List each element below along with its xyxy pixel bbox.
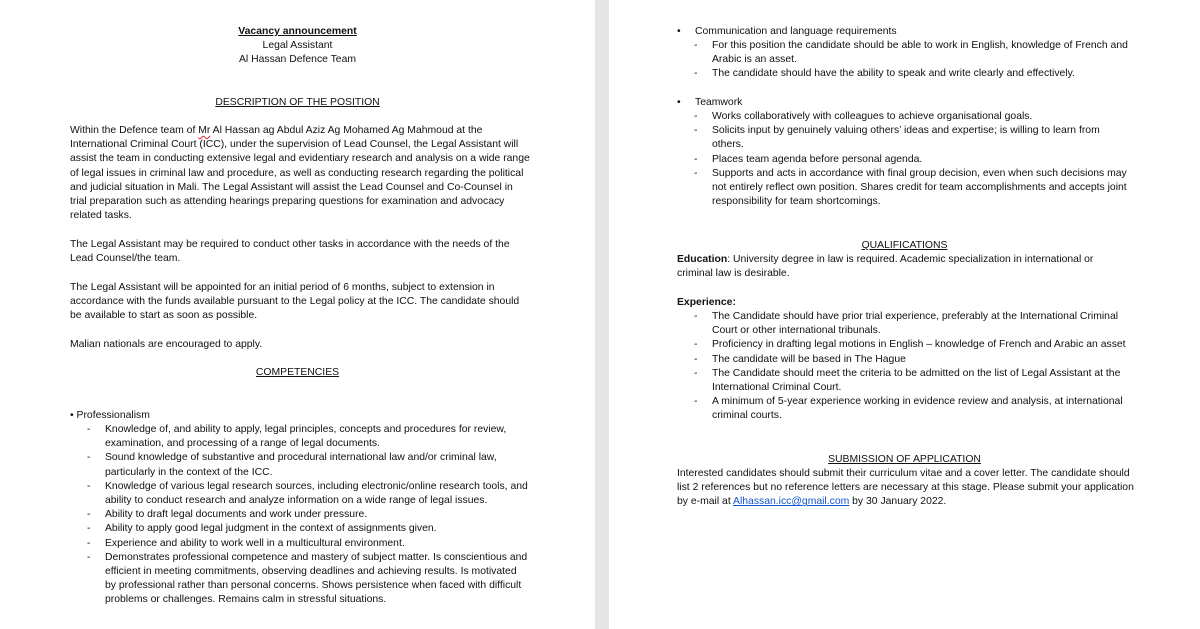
list-item: - The candidate should have the ability to speak and write clearly and effectively. [677, 67, 1132, 81]
description-p1-rest: Al Hassan ag Abdul Aziz Ag Mohamed Ag Mahmoud at the International Criminal Court (ICC), under the supervision of Lead Counsel, the Legal Assistant will assist the team in conducting extensive legal and evidentiary research and analysis on a wide range of legal issues in criminal law and procedure, as well as conducting research regarding the political and judicial situation in Mali. The Legal Assistant will assist the Lead Counsel and Co-Counsel in trial preparation such as attending hearings preparing questions for examination and advocacy related tasks. [70, 125, 530, 222]
bullet-icon: • [677, 97, 681, 108]
team-name: Al Hassan Defence Team [238, 54, 357, 65]
list-item: - The candidate will be based in The Hague [677, 353, 1132, 367]
list-item: - Places team agenda before personal agenda. [677, 153, 1132, 167]
submission-paragraph [677, 467, 1142, 510]
vacancy-title: Vacancy announcement [238, 26, 357, 37]
list-item: - Proficiency in drafting legal motions in English – knowledge of French and Arabic an asset [677, 338, 1132, 352]
submission-suffix: by 30 January 2022. [849, 496, 947, 508]
education-label: Education [677, 254, 728, 265]
list-item: - Works collaboratively with colleagues to achieve organisational goals. [677, 110, 1132, 124]
submission-text: Interested candidates should submit their curriculum vitae and a cover letter. The candidate should list 2 references but no reference letters are necessary at this stage. Please submit your application by e-mail at [677, 468, 1134, 508]
list-item: - Ability to draft legal documents and work under pressure. [70, 508, 530, 522]
list-item: - Sound knowledge of substantive and procedural international law and/or criminal law, particularly in the context of the ICC. [70, 451, 530, 479]
list-item: - Knowledge of various legal research sources, including electronic/online research tools, and ability to conduct research and analyze information on a wide range of legal issues. [70, 480, 530, 508]
list-item: - Experience and ability to work well in a multicultural environment. [70, 537, 530, 551]
description-paragraph-1 [70, 124, 530, 223]
education-text: : University degree in law is required. Academic specialization in international or criminal law is desirable. [677, 254, 1094, 280]
list-item: - Solicits input by genuinely valuing others’ ideas and expertise; is willing to learn from others. [677, 124, 1132, 152]
list-item: - A minimum of 5-year experience working in evidence review and analysis, at international criminal courts. [677, 395, 1132, 423]
spellcheck-word: Mr [198, 125, 211, 136]
competencies-heading: COMPETENCIES [255, 367, 340, 378]
teamwork-heading [677, 96, 742, 110]
left-page [0, 0, 595, 629]
email-link[interactable]: Alhassan.icc@gmail.com [733, 496, 850, 508]
page-gap [595, 0, 609, 629]
teamwork-list [677, 110, 1132, 209]
description-p1-prefix: Within the Defence team of [70, 125, 199, 136]
list-item: - Supports and acts in accordance with final group decision, even when such decisions may not entirely reflect own position. Shares credit for team accomplishments and accepts joint responsibility for team shortcomings. [677, 167, 1132, 210]
list-item: - The Candidate should have prior trial experience, preferably at the International Criminal Court or other international tribunals. [677, 310, 1132, 338]
right-page [609, 0, 1200, 629]
professionalism-list [70, 423, 530, 608]
experience-list [677, 310, 1132, 424]
communication-heading-text: Communication and language requirements [695, 26, 897, 37]
experience-label: Experience: [677, 297, 736, 308]
communication-list [677, 39, 1132, 82]
bullet-icon: • [677, 26, 681, 37]
communication-heading [677, 25, 897, 39]
list-item: - The Candidate should meet the criteria to be admitted on the list of Legal Assistant at the International Criminal Court. [677, 367, 1132, 395]
qualifications-heading: QUALIFICATIONS [861, 240, 948, 251]
list-item: - Demonstrates professional competence and mastery of subject matter. Is conscientious and efficient in meeting commitments, observing deadlines and achieving results. Is motivated by professional rather than personal concerns. Shows persistence when faced with difficult problems or challenges. Remains calm in stressful situations. [70, 551, 530, 608]
position-title: Legal Assistant [262, 40, 333, 51]
professionalism-heading: • Professionalism [70, 410, 150, 421]
teamwork-heading-text: Teamwork [695, 97, 743, 108]
description-paragraph-4: Malian nationals are encouraged to apply. [70, 339, 263, 350]
list-item: - For this position the candidate should be able to work in English, knowledge of French and Arabic is an asset. [677, 39, 1132, 67]
description-paragraph-2: The Legal Assistant may be required to conduct other tasks in accordance with the needs of the Lead Counsel/the team. [70, 239, 510, 265]
submission-heading: SUBMISSION OF APPLICATION [828, 454, 981, 465]
education-paragraph [677, 253, 1107, 281]
description-heading: DESCRIPTION OF THE POSITION [215, 97, 380, 108]
list-item: - Knowledge of, and ability to apply, legal principles, concepts and procedures for review, examination, and processing of a range of legal documents. [70, 423, 530, 451]
list-item: - Ability to apply good legal judgment in the context of assignments given. [70, 522, 530, 536]
description-paragraph-3: The Legal Assistant will be appointed for an initial period of 6 months, subject to extension in accordance with the funds available pursuant to the Legal policy at the ICC. The candidate should be available to start as soon as possible. [70, 282, 520, 322]
